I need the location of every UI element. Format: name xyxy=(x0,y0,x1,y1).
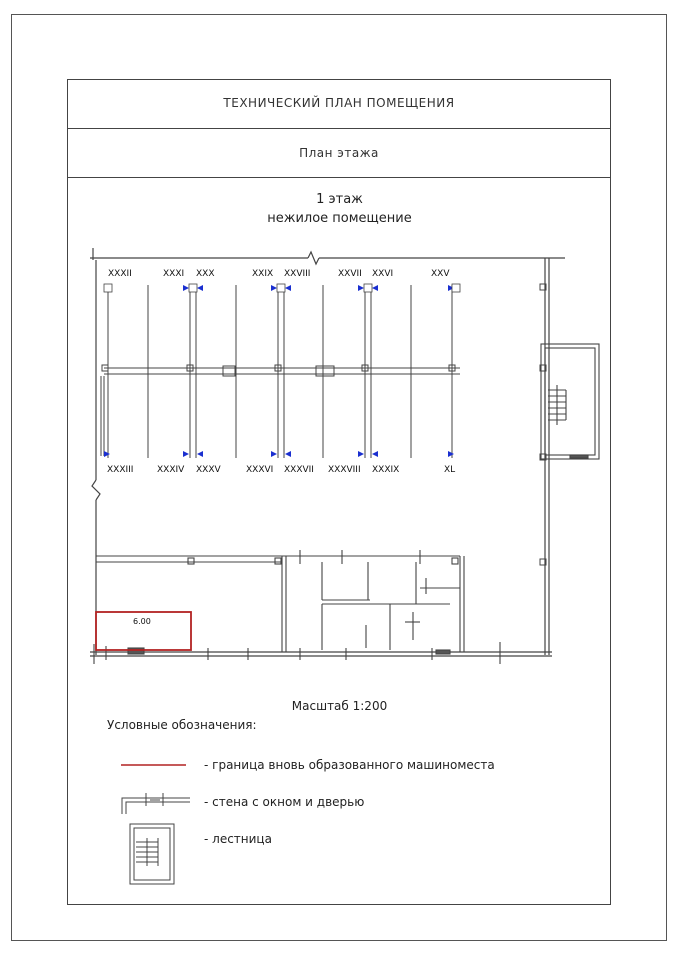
sheet-name: План этажа xyxy=(299,146,379,160)
bottom-space-markers xyxy=(104,451,454,457)
legend-symbols xyxy=(121,765,190,884)
document-title: ТЕХНИЧЕСКИЙ ПЛАН ПОМЕЩЕНИЯ xyxy=(223,96,455,110)
scale-label: Масштаб 1:200 xyxy=(291,699,388,713)
parking-boundary xyxy=(96,612,191,650)
outer-walls xyxy=(90,248,565,656)
space-labels xyxy=(107,269,455,475)
stair-block xyxy=(541,344,599,459)
floor-label: 1 этаж xyxy=(316,192,363,207)
legend-wall-symbol xyxy=(122,793,190,814)
legend-boundary-text: - граница вновь образованного машиноместа xyxy=(204,758,495,772)
legend-stair-text: - лестница xyxy=(204,832,272,846)
lower-rooms xyxy=(94,550,500,664)
label-top-1: XXXII xyxy=(108,269,132,279)
label-bottom-8: XL xyxy=(444,465,456,475)
label-top-3: XXX xyxy=(196,269,215,279)
label-bottom-2: XXXIV xyxy=(157,465,185,475)
label-bottom-5: XXXVII xyxy=(284,465,314,475)
label-bottom-4: XXXVI xyxy=(246,465,274,475)
label-bottom-7: XXXIX xyxy=(372,465,400,475)
parking-area-label: 6.00 xyxy=(133,617,151,626)
label-top-4: XXIX xyxy=(252,269,274,279)
label-top-8: XXV xyxy=(431,269,450,279)
label-bottom-6: XXXVIII xyxy=(328,465,361,475)
top-column-heads xyxy=(104,284,460,292)
label-top-7: XXVI xyxy=(372,269,394,279)
legend-heading: Условные обозначения: xyxy=(107,718,257,732)
label-top-5: XXVIII xyxy=(284,269,311,279)
label-top-6: XXVII xyxy=(338,269,362,279)
label-bottom-3: XXXV xyxy=(196,465,221,475)
room-type-label: нежилое помещение xyxy=(267,211,412,226)
legend-wall-text: - стена с окном и дверью xyxy=(204,795,365,809)
label-bottom-1: XXXIII xyxy=(107,465,134,475)
label-top-2: XXXI xyxy=(163,269,185,279)
legend-stair-symbol xyxy=(130,824,174,884)
parking-grid xyxy=(101,284,546,565)
